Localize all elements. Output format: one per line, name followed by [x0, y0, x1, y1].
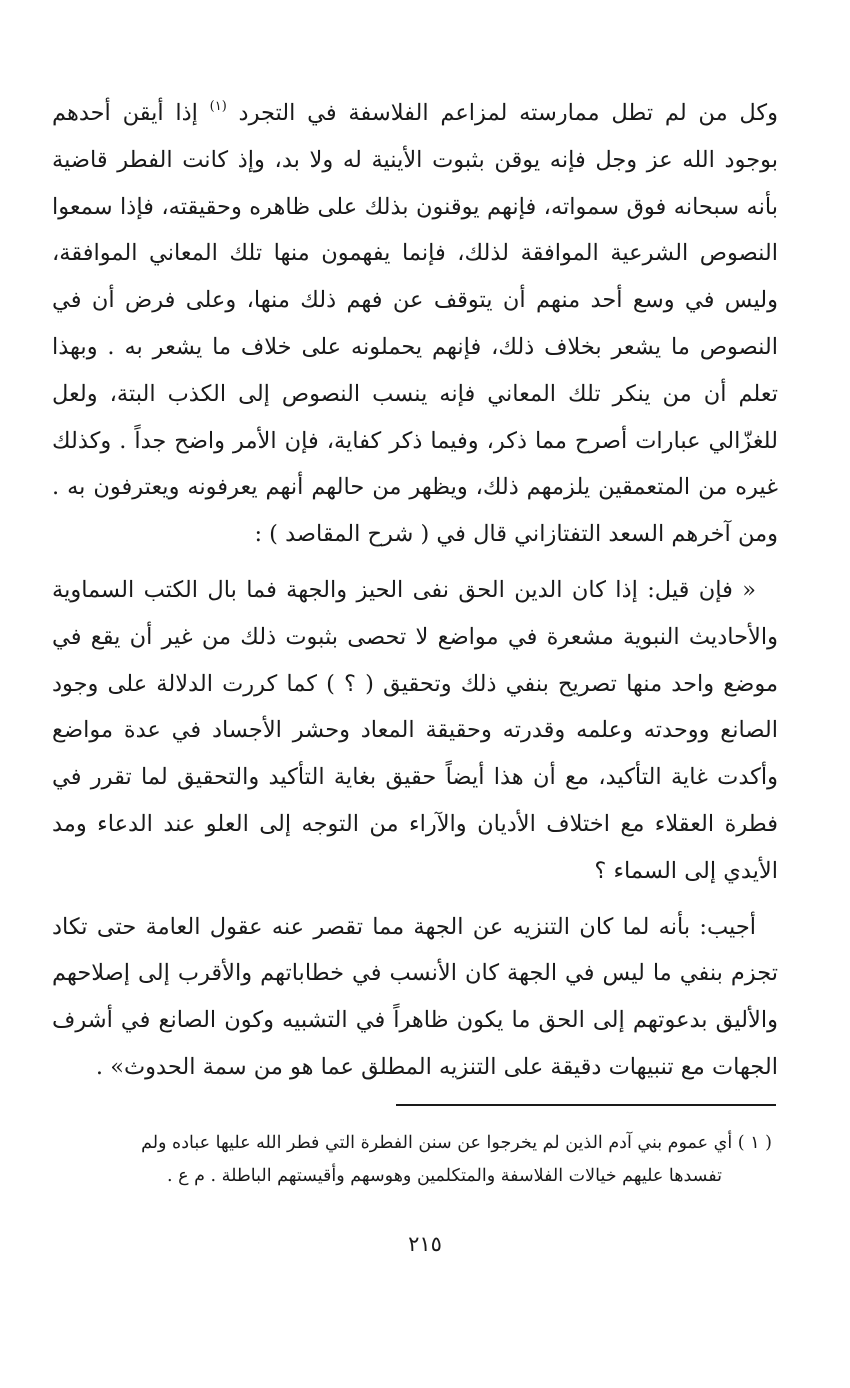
- footnote-line-2: تفسدها عليهم خيالات الفلاسفة والمتكلمين وهوسهم وأقيستهم الباطلة . م ع .: [167, 1166, 722, 1186]
- footnote-reference: (١): [209, 98, 227, 114]
- footnote: [58, 1127, 772, 1193]
- paragraph-1-part-2: إذا أيقن أحدهم بوجود الله عز وجل فإنه يوقن بثبوت الأينية له ولا بد، وإذ كانت الفطر قاضية بأنه سبحانه فوق سمواته، فإنهم يوقنون بذلك على ظاهره وحقيقته، فإذا سمعوا النصوص الشرعية الموافقة لذلك، فإنما يفهمون منها تلك المعاني الموافقة، وليس في وسع أحد منهم أن يتوقف عن فهم ذلك منها، وعلى فرض أن في النصوص ما يشعر بخلاف ذلك، فإنهم يحملونه على خلاف ما يشعر به . وبهذا تعلم أن من ينكر تلك المعاني فإنه ينسب النصوص إلى الكذب البتة، ولعل للغزّالي عبارات أصرح مما ذكر، وفيما ذكر كفاية، فإن الأمر واضح جداً . وكذلك غيره من المتعمقين يلزمهم ذلك، ويظهر من حالهم أنهم يعرفونه ويعترفون به . ومن آخرهم السعد التفتازاني قال في ( شرح المقاصد ) :: [52, 100, 778, 548]
- paragraph-1: [52, 90, 778, 558]
- footnote-line-1: ( ١ ) أي عموم بني آدم الذين لم يخرجوا عن سنن الفطرة التي فطر الله عليها عباده ولم: [141, 1133, 772, 1153]
- paragraph-3-answer: أجيب: بأنه لما كان التنزيه عن الجهة مما تقصر عنه عقول العامة حتى تكاد تجزم بنفي ما ليس في الجهة كان الأنسب في خطاباتهم والأقرب إلى إصلاحهم والأليق بدعوتهم إلى الحق ما يكون ظاهراً في التشبيه وكون الصانع في أشرف الجهات مع تنبيهات دقيقة على التنزيه المطلق عما هو من سمة الحدوث» .: [52, 913, 778, 1080]
- main-text: [52, 90, 778, 1091]
- page-number: ٢١٥: [408, 1232, 442, 1256]
- paragraph-2-quote: « فإن قيل: إذا كان الدين الحق نفى الحيز والجهة فما بال الكتب السماوية والأحاديث النبوية مشعرة في مواضع لا تحصى بثبوت ذلك من غير أن يقع في موضع واحد منها تصريح بنفي ذلك وتحقيق ( ؟ ) كما كررت الدلالة على وجود الصانع ووحدته وعلمه وقدرته وحقيقة المعاد وحشر الأجساد في عدة مواضع وأكدت غاية التأكيد، مع أن هذا أيضاً حقيق بغاية التأكيد والتحقيق لما تقرر في فطرة العقلاء مع اختلاف الأديان والآراء من التوجه إلى العلو عند الدعاء ومد الأيدي إلى السماء ؟: [52, 576, 778, 884]
- paragraph-1-part-1: وكل من لم تطل ممارسته لمزاعم الفلاسفة في التجرد: [238, 100, 778, 126]
- footnote-separator: [396, 1104, 776, 1106]
